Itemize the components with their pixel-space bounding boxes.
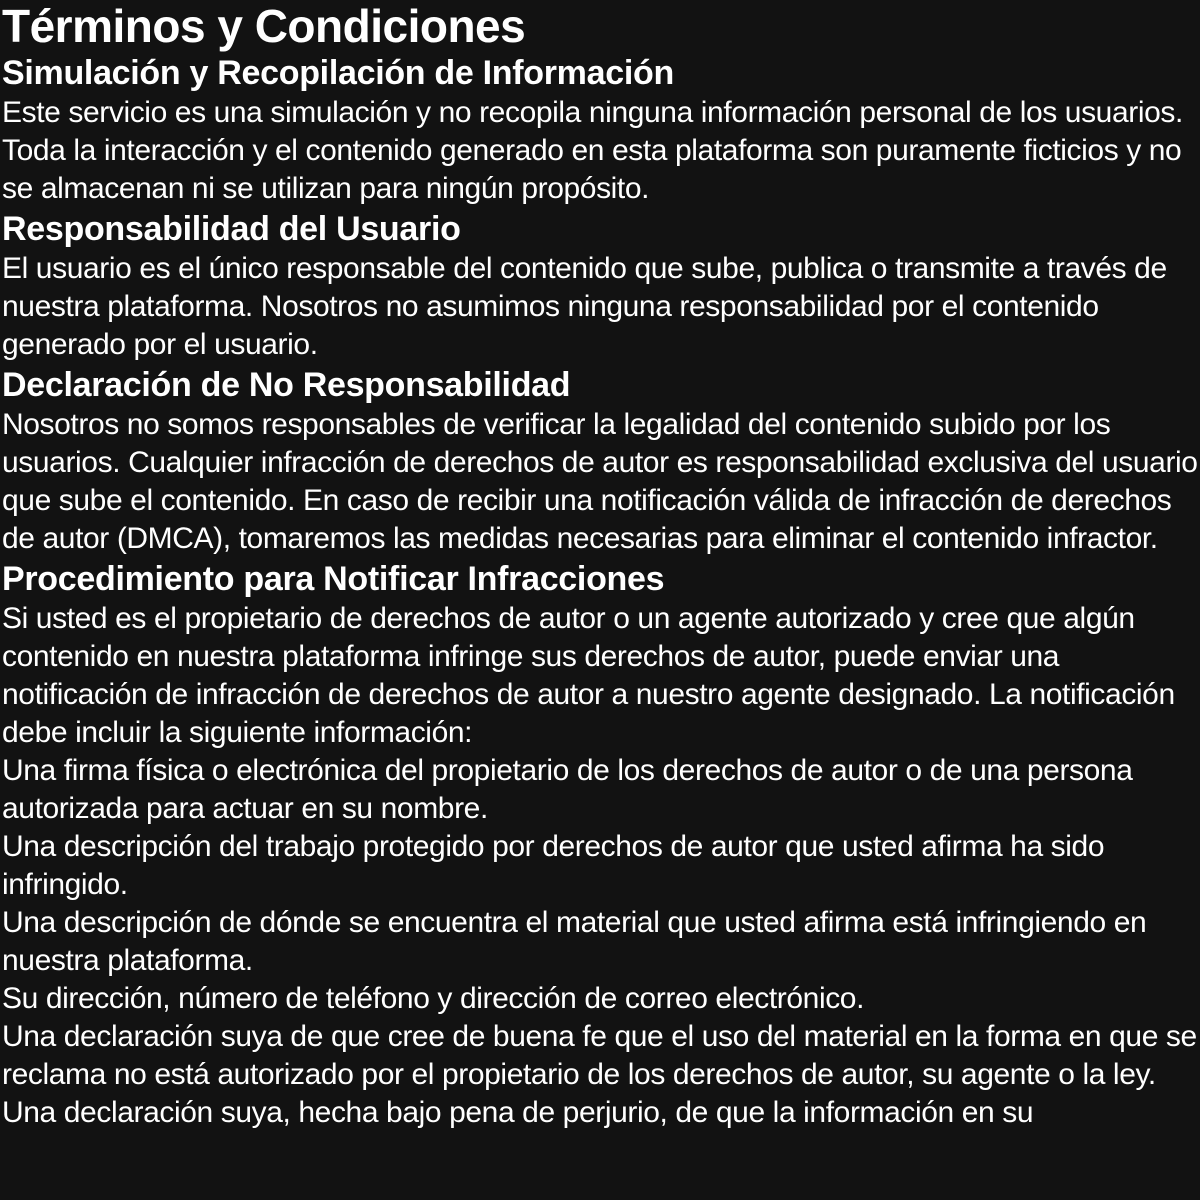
section-paragraph: El usuario es el único responsable del contenido que sube, publica o transmite a través de nuestra plataforma. Nosotros no asumimos ninguna responsabilidad por el contenido generado por el usuario. xyxy=(2,252,1167,361)
section-heading-disclaimer: Declaración de No Responsabilidad xyxy=(2,366,571,404)
section-paragraph: Nosotros no somos responsables de verificar la legalidad del contenido subido por los usuarios. Cualquier infracción de derechos de autor es responsabilidad exclusiva del usuario que sube el contenido. En caso de recibir una notificación válida de infracción de derechos de autor (DMCA), tomaremos las medidas necesarias para eliminar el contenido infractor. xyxy=(2,408,1198,555)
section-heading-simulation: Simulación y Recopilación de Información xyxy=(2,54,674,92)
requirement-item: Su dirección, número de teléfono y dirección de correo electrónico. xyxy=(2,982,865,1015)
section-paragraph: Este servicio es una simulación y no recopila ninguna información personal de los usuarios. Toda la interacción y el contenido generado en esta plataforma son puramente ficticios y no se almacenan ni se utilizan para ningún propósito. xyxy=(2,96,1183,205)
requirement-item: Una firma física o electrónica del propietario de los derechos de autor o de una persona autorizada para actuar en su nombre. xyxy=(2,754,1133,825)
requirement-item: Una declaración suya, hecha bajo pena de perjurio, de que la información en su xyxy=(2,1096,1034,1129)
requirement-item: Una descripción del trabajo protegido por derechos de autor que usted afirma ha sido infringido. xyxy=(2,830,1105,901)
requirement-item: Una descripción de dónde se encuentra el material que usted afirma está infringiendo en nuestra plataforma. xyxy=(2,906,1147,977)
section-heading-user-responsibility: Responsabilidad del Usuario xyxy=(2,210,461,248)
section-paragraph: Si usted es el propietario de derechos de autor o un agente autorizado y cree que algún contenido en nuestra plataforma infringe sus derechos de autor, puede enviar una notificación de infracción de derechos de autor a nuestro agente designado. La notificación debe incluir la siguiente información: xyxy=(2,602,1175,749)
section-heading-notification-procedure: Procedimiento para Notificar Infracciones xyxy=(2,560,665,598)
requirement-item: Una declaración suya de que cree de buena fe que el uso del material en la forma en que se reclama no está autorizado por el propietario de los derechos de autor, su agente o la ley. xyxy=(2,1020,1197,1091)
page-title: Términos y Condiciones xyxy=(2,0,526,52)
